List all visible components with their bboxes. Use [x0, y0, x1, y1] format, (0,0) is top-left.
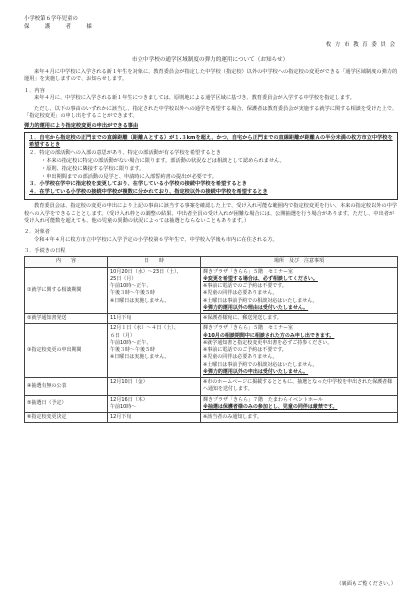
schedule-note-line: ※弾力的運用以外の申出は受付いたしません。 [203, 368, 309, 375]
schedule-step-label: ⑥指定校変更決定 [25, 413, 108, 423]
col-header-datetime: 日 時 [108, 257, 201, 267]
section1-paragraph1: 来年４月に、中学校に入学される新１年生につきましては、原則地による通学区域に基づき、教育委員会が入学する中学校を指定します。 [34, 95, 355, 102]
schedule-row [25, 395, 398, 413]
schedule-date-line: 12月10日（金） [110, 379, 148, 386]
document-title: 市立中学校の通学区域制度の弾力的運用について（お知らせ） [131, 57, 289, 63]
section1-heading: １．内容 [24, 87, 45, 94]
section-content [24, 88, 398, 226]
schedule-note-cell [201, 413, 398, 423]
section2-heading: ２．対象者 [24, 229, 50, 236]
schedule-note-line: ※弾力的運用以外の理由は受付いたしません。 [203, 304, 309, 311]
schedule-step-label: ⑤抽選日（予定） [25, 395, 108, 413]
schedule-note-line: ※変更を希望する場合は、必ず相談してください。 [203, 275, 318, 282]
schedule-row [25, 324, 398, 378]
schedule-header-row [25, 257, 398, 267]
addressee-line2: 保 護 者 様 [24, 24, 97, 31]
schedule-date-line: 10月20日（水）～23日（土）、 [110, 268, 182, 275]
reason-item: ３．小学校在学中に指定校を変更しており、在学している小学校の接続中学校を希望するとき [29, 181, 247, 188]
schedule-note-cell [201, 324, 398, 378]
schedule-note-line: ※事前に電話でのご予約は不要です。 [203, 347, 287, 354]
schedule-date-line: 午前10時～ [110, 403, 137, 410]
schedule-note-line: ※保護者様宛に、郵送発送します。 [203, 315, 282, 322]
schedule-date-line: ６日（月） [110, 332, 136, 339]
issuer: 枚 方 市 教 育 委 員 会 [325, 42, 396, 48]
intro-paragraph: 来年４月に中学校に入学される新１年生を対象に、教育委員会が指定した中学校（指定校）以外の中学校への指定校の変更ができる「通学区域制度の弾力的運用」を実施しますので、お知らせします。 [24, 69, 398, 83]
schedule-step-label: ③指定校変更の申出期間 [25, 324, 108, 378]
section3-heading: ３．手続きの日程 [24, 248, 66, 254]
schedule-note-cell [201, 314, 398, 324]
schedule-note-line: ※児童の同伴は必要ありません。 [203, 354, 278, 361]
schedule-date-line: 12月16日（木） [110, 396, 148, 403]
section-schedule [24, 248, 398, 423]
schedule-row [25, 378, 398, 396]
schedule-date-cell [108, 267, 201, 314]
schedule-date-line: 12月下旬 [110, 414, 132, 421]
section-target [24, 229, 398, 244]
document-body [24, 69, 398, 423]
schedule-note-line: ※抽選は保護者様のみの参加とし、児童の同伴は厳禁です。 [203, 403, 338, 410]
section1-paragraph3: 教育委員会は、指定校の変更の申出により上記の事由に該当する事案を確認した上で、受け入れ可能な範囲内で指定校変更を行い、本来の指定校以外の中学校への入学をできることとします。（受け入れ枠との調整の結果、中出者全員の受け入れが困難な場合には、公開抽選を行う場合があります。ただし、中出者が受け入れ可能数を超えても、他の児童の異動の状況によっては抽選とならないこともあります。） [24, 203, 398, 224]
schedule-note-cell [201, 378, 398, 396]
schedule-note-line: ※児童の同伴は必要ありません。 [203, 290, 278, 297]
schedule-date-cell [108, 378, 201, 396]
col-header-content: 内 容 [25, 257, 108, 267]
schedule-note-line: 輝きプラザ「きらら」５階 セミナー室 [203, 325, 294, 332]
schedule-date-line: ※日曜日は実施しません。 [110, 297, 170, 304]
schedule-date-line: 11月下旬 [110, 315, 132, 322]
schedule-note-line: ※土曜日は事前予約での相談対応はいたしません。 [203, 297, 318, 304]
schedule-note-line: ※事前に電話でのご予約は不要です。 [203, 283, 287, 290]
schedule-note-line: ※市のホームページに掲載するとともに、抽選となった中学校を申出された保護者様へ通知を送付します。 [203, 379, 393, 393]
reason-item: ２．特定の部活動への入部の意思があり、特定の部活動が有る学校を希望するとき [29, 149, 221, 156]
schedule-date-line: 午後３時～午後５時 [110, 347, 156, 354]
addressee-block [24, 15, 97, 32]
schedule-date-line: 12月１日（水）～４日（土）、 [110, 325, 179, 332]
schedule-row [25, 267, 398, 314]
reason-item: ・申出期間までの部活動の見学と、申請時に入部誓約書の提出が必要です。 [41, 173, 217, 180]
schedule-date-line: 午後３時～午後５時 [110, 290, 156, 297]
schedule-date-line: ※日曜日は実施しません。 [110, 354, 170, 361]
schedule-date-cell [108, 413, 201, 423]
addressee-line1: 小学校第６学年児童の [24, 16, 78, 22]
schedule-table [24, 256, 398, 423]
schedule-note-line: ※10月の相談期間中に相談された方のみ申し出できます。 [203, 332, 335, 339]
reason-item: ・本来の指定校に特定の部活動がない場合に限ります。部活動の状況などは相談として認められません。 [41, 157, 285, 164]
reasons-box-title: 弾力的運用により指定校変更の申出ができる事由 [24, 123, 139, 130]
schedule-row [25, 413, 398, 423]
schedule-date-line: 午前10時～正午、 [110, 283, 152, 290]
schedule-row [25, 314, 398, 324]
schedule-note-line: ※該当者のみ通知します。 [203, 414, 262, 421]
schedule-note-line: ※土曜日は事前予約での相談対応はいたしません。 [203, 361, 318, 368]
section2-text: 令和４年４月に枚方市立中学校に入学予定の小学校第６学年生で、中学校入学後も市内に在住される方。 [34, 236, 278, 243]
schedule-date-line: 午前10時～正午、 [110, 339, 152, 346]
schedule-date-cell [108, 324, 201, 378]
col-header-notes: 場所 及び 注意事項 [201, 257, 398, 267]
schedule-note-cell [201, 267, 398, 314]
schedule-date-cell [108, 314, 201, 324]
reasons-box [24, 132, 398, 201]
schedule-step-label: ①就学に関する相談期間 [25, 267, 108, 314]
footer-note: （裏面もご覧ください。） [336, 580, 396, 587]
schedule-step-label: ②就学通知書発送 [25, 314, 108, 324]
schedule-step-label: ④抽選有無の公表 [25, 378, 108, 396]
reason-item: １．自宅から指定校の正門までの直線距離（距離Ａとする）が１.３kmを超え、かつ、自宅から正門までの直線距離が距離Ａの半分未満の枚方市立中学校を希望するとき [29, 134, 393, 148]
schedule-note-line: 輝きプラザ「きらら」７階 たまわらイベントホール [203, 396, 323, 403]
schedule-note-line: 輝きプラザ「きらら」５階 セミナー室 [203, 268, 294, 275]
schedule-note-line: ※就学通知書と指定校変更申出書を必ずご持参ください。 [203, 339, 333, 346]
schedule-date-cell [108, 395, 201, 413]
reason-item: ・原則、指定校に隣接する学校に限ります。 [41, 165, 145, 172]
section1-paragraph2: ただし、以下の事由のいずれかに該当し、指定された中学校以外への通学を希望する場合、保護者は教育委員会が実施する就学に関する相談を受けた上で、「指定校変更」の申し出をすることができます。 [24, 105, 398, 119]
schedule-date-line: 25日（月） [110, 275, 137, 282]
schedule-note-cell [201, 395, 398, 413]
reason-item: ４．在学している小学校の接続中学校が複数に分かれており、指定校以外の接続中学校を希望するとき [29, 189, 268, 196]
